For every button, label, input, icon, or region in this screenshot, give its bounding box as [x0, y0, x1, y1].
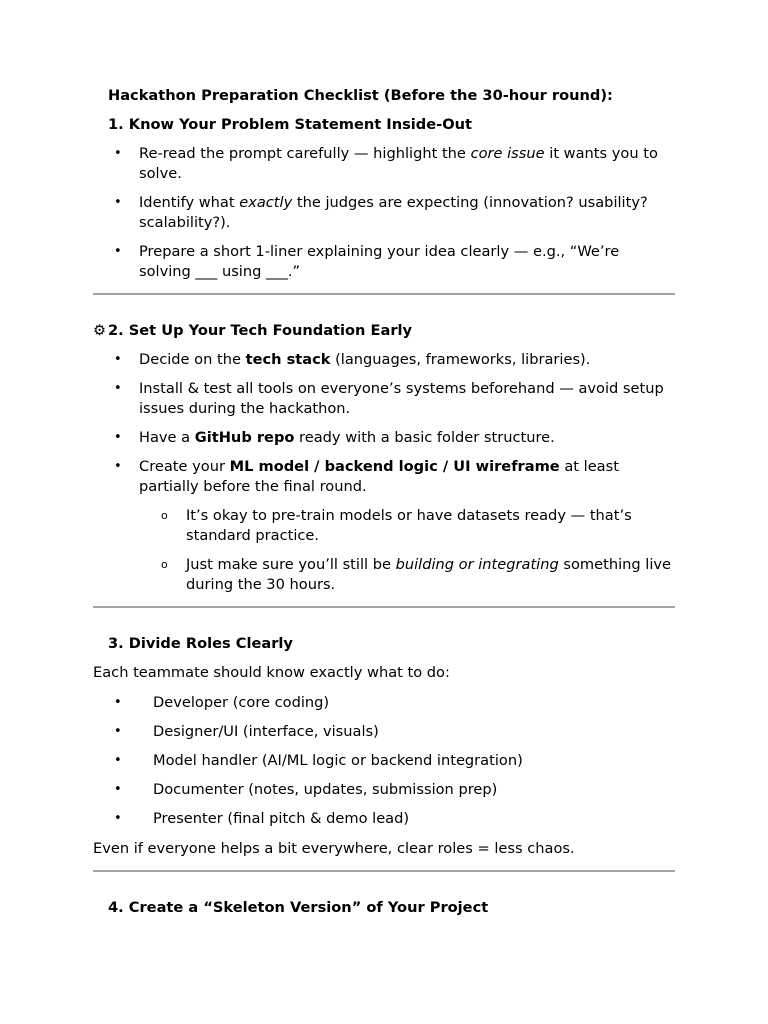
section-2-list — [93, 350, 675, 595]
section-1-heading — [93, 115, 675, 135]
section-3-title: 3. Divide Roles Clearly — [108, 635, 293, 652]
subbullet-marker: o — [161, 509, 168, 522]
list-item — [93, 144, 675, 184]
bullet-marker: • — [114, 811, 122, 826]
sublist-item-text: Just make sure you’ll still be — [186, 556, 396, 573]
list-item — [93, 751, 675, 771]
bullet-marker: • — [114, 244, 122, 259]
bullet-marker: • — [114, 724, 122, 739]
list-item-text: Re-read the prompt carefully — highlight the — [139, 145, 471, 162]
section-1-title: 1. Know Your Problem Statement Inside-Out — [108, 116, 472, 133]
sublist-item — [139, 506, 675, 546]
section-divider — [93, 870, 675, 872]
checklist-heading — [93, 86, 675, 106]
list-item — [93, 428, 675, 448]
list-item-emphasis: core issue — [470, 145, 545, 162]
role-text: Presenter (final pitch & demo lead) — [153, 810, 410, 827]
list-item-text: Identify what — [139, 194, 240, 211]
section-divider — [93, 293, 675, 295]
list-item-text: Create your — [139, 458, 230, 475]
list-item — [93, 809, 675, 829]
bullet-marker: • — [114, 753, 122, 768]
bullet-marker: • — [114, 146, 122, 161]
list-item-text: Prepare a short 1-liner explaining your idea clearly — e.g., “We’re solving ___ using ___.” — [139, 243, 620, 280]
section-divider — [93, 606, 675, 608]
role-text: Documenter (notes, updates, submission prep) — [153, 781, 498, 798]
list-item-text: the judges are expecting (innovation? usability? scalability?). — [139, 194, 648, 231]
list-item — [93, 242, 675, 282]
list-item — [93, 722, 675, 742]
list-item-text: (languages, frameworks, libraries). — [330, 351, 591, 368]
section-2-title: 2. Set Up Your Tech Foundation Early — [108, 322, 413, 339]
section-4-title: 4. Create a “Skeleton Version” of Your Project — [108, 899, 489, 916]
document-page — [93, 86, 675, 918]
section-1-list — [93, 144, 675, 282]
sublist-item-emphasis: building or integrating — [395, 556, 559, 573]
list-item-text: it wants you to solve. — [139, 145, 658, 182]
section-2-sublist — [139, 506, 675, 595]
list-item — [93, 693, 675, 713]
section-3-heading — [93, 634, 675, 654]
role-text: Model handler (AI/ML logic or backend integration) — [153, 752, 523, 769]
list-item — [93, 780, 675, 800]
subbullet-marker: o — [161, 558, 168, 571]
list-item — [93, 457, 675, 595]
bullet-marker: • — [114, 459, 122, 474]
list-item-text: Install & test all tools on everyone’s systems beforehand — avoid setup issues during the hackathon. — [139, 380, 664, 417]
section-3-outro: Even if everyone helps a bit everywhere, clear roles = less chaos. — [93, 840, 575, 857]
list-item — [93, 350, 675, 370]
bullet-marker: • — [114, 381, 122, 396]
list-item-text: Decide on the — [139, 351, 246, 368]
gear-icon: ⚙ — [93, 322, 107, 339]
section-2-heading — [93, 321, 675, 341]
section-4-heading — [93, 898, 675, 918]
role-text: Developer (core coding) — [153, 694, 330, 711]
checklist-heading-text: Hackathon Preparation Checklist (Before the 30-hour round): — [108, 87, 613, 104]
list-item — [93, 193, 675, 233]
list-item-strong: GitHub repo — [194, 429, 295, 446]
bullet-marker: • — [114, 430, 122, 445]
list-item-emphasis: exactly — [239, 194, 293, 211]
list-item-strong: tech stack — [245, 351, 331, 368]
bullet-marker: • — [114, 352, 122, 367]
list-item — [93, 379, 675, 419]
section-3-intro: Each teammate should know exactly what to do: — [93, 664, 450, 681]
bullet-marker: • — [114, 195, 122, 210]
list-item-text: ready with a basic folder structure. — [294, 429, 555, 446]
list-item-text: at least partially before the final round. — [139, 458, 619, 495]
sublist-item-text: something live during the 30 hours. — [186, 556, 672, 593]
roles-list — [93, 693, 675, 829]
bullet-marker: • — [114, 695, 122, 710]
sublist-item-text: It’s okay to pre-train models or have datasets ready — that’s standard practice. — [186, 507, 632, 544]
list-item-text: Have a — [139, 429, 195, 446]
list-item-strong: ML model / backend logic / UI wireframe — [229, 458, 560, 475]
bullet-marker: • — [114, 782, 122, 797]
role-text: Designer/UI (interface, visuals) — [153, 723, 379, 740]
sublist-item — [139, 555, 675, 595]
